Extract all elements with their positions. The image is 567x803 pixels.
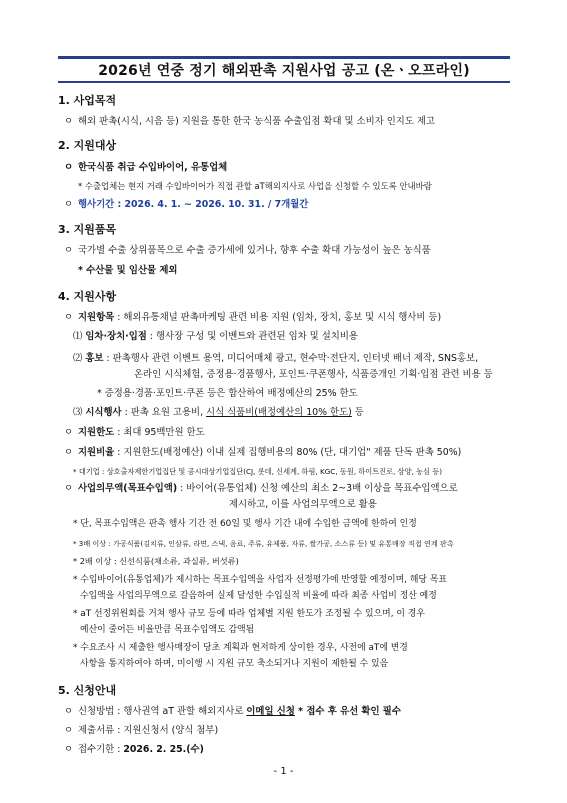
s4-note-committee-cont: 예산이 줄어든 비율만큼 목표수입액도 감액됨: [80, 625, 255, 635]
section-1-heading: 1. 사업목적: [58, 94, 117, 107]
s3-note: * 수산물 및 임산물 제외: [78, 265, 178, 276]
s1-line-1: ㅇ 해외 판촉(시식, 시음 등) 지원을 통한 한국 농식품 수출입점 확대 및 소비자 인지도 제고: [64, 116, 435, 127]
s4-note-change: * 수요조사 시 제출한 행사매장이 당초 계획과 현저하게 상이한 경우, 사전에 aT에 변경: [73, 643, 408, 653]
section-4-heading: 4. 지원사항: [58, 290, 117, 303]
s4-promo-note: * 증정용·경품·포인트·쿠폰 등은 합산하여 배정예산의 25% 한도: [97, 388, 358, 399]
s4-ratio-note: * 대기업 : 상호출자제한기업집단 및 공시대상기업집단(CJ, 롯데, 신세계, 하림, KGC, 동원, 하이트진로, 삼양, 농심 등): [73, 467, 442, 476]
s4-item-promo-cont: 온라인 시식체험, 증정용·경품행사, 포인트·쿠폰행사, 식품증개인 기획·입점 관련 비용 등: [134, 369, 493, 380]
s4-item-promo: ⑵ 홍보 : 판촉행사 관련 이벤트 용역, 미디어매체 광고, 현수막·전단지, 인터넷 배너 제작, SNS홍보,: [73, 353, 479, 364]
s4-note-eval-cont: 수입액을 사업의무액으로 갈음하여 실제 달성한 수입실적 비율에 따라 최종 사업비 정산 예정: [80, 591, 437, 601]
section-3-heading: 3. 지원품목: [58, 223, 117, 236]
s4-note-2x: * 2배 이상 : 신선식품(채소류, 과실류, 버섯류): [73, 556, 239, 566]
s4-item-tasting: ⑶ 시식행사 : 판촉 요원 고용비, 시식 식품비(배정예산의 10% 한도) 등: [73, 407, 364, 418]
s4-ratio: ㅇ 지원비율 : 지원한도(배정예산) 이내 실제 집행비용의 80% (단, 대기업" 제품 단독 판촉 50%): [64, 447, 462, 458]
s2-line-3: ㅇ 행사기간 : 2026. 4. 1. ~ 2026. 10. 31. / 7개월간: [64, 199, 309, 210]
s5-deadline: ㅇ 접수기한 : 2026. 2. 25.(수): [64, 744, 204, 755]
s4-note-period: * 단, 목표수입액은 판촉 행사 기간 전 60일 및 행사 기간 내에 수입한 금액에 한하여 인정: [73, 519, 417, 529]
title-box: [58, 56, 510, 83]
s5-method: ㅇ 신청방법 : 행사권역 aT 관할 해외지사로 이메일 신청 * 접수 후 유선 확인 필수: [64, 706, 401, 717]
section-5-heading: 5. 신청안내: [58, 684, 117, 697]
s4-limit: ㅇ 지원한도 : 최대 95백만원 한도: [64, 427, 205, 438]
s3-line-1: ㅇ 국가별 수출 상위품목으로 수출 증가세에 있거나, 향후 수출 확대 가능성이 높은 농식품: [64, 245, 431, 256]
page-title: 2026년 연중 정기 해외판촉 지원사업 공고 (온ㆍ오프라인): [98, 63, 470, 79]
s4-note-3x: * 3배 이상 : 가공식품(김치류, 인삼류, 라면, 스낵, 음료, 주류, 유제품, 자류, 쌀가공, 소스류 등) 및 유통매장 직접 연계 판촉: [73, 539, 454, 548]
page-number: - 1 -: [273, 766, 294, 777]
s4-obligation-cont: 제시하고, 이를 사업의무액으로 활용: [229, 499, 377, 510]
s2-note: * 수출업체는 현지 거래 수입바이어가 직접 관할 aT해외지사로 사업을 신청할 수 있도록 안내바람: [78, 181, 432, 191]
s2-line-1: ㅇ 한국식품 취급 수입바이어, 유통업체: [64, 162, 228, 173]
section-2-heading: 2. 지원대상: [58, 139, 117, 152]
s4-support-items: ㅇ 지원항목 : 해외유통채널 판촉마케팅 관련 비용 지원 (임차, 장치, 홍보 및 시식 행사비 등): [64, 312, 442, 323]
s4-note-eval: * 수입바이어(유통업체)가 제시하는 목표수입액을 사업자 선정평가에 반영할 예정이며, 해당 목표: [73, 575, 447, 585]
bullet: ㅇ: [64, 116, 74, 127]
s5-documents: ㅇ 제출서류 : 지원신청서 (양식 첨부): [64, 725, 219, 736]
s4-note-committee: * aT 선정위원회를 거쳐 행사 규모 등에 따라 업체별 지원 한도가 조정될 수 있으며, 이 경우: [73, 609, 425, 619]
s4-note-change-cont: 사항을 통지하여야 하며, 미이행 시 지원 규모 축소되거나 지원이 제한될 수 있음: [80, 659, 389, 669]
s4-obligation: ㅇ 사업의무액(목표수입액) : 바이어(유통업체) 신청 예산의 최소 2~3배 이상을 목표수입액으로: [64, 483, 458, 494]
s4-item-rental: ⑴ 임차·장치·입점 : 행사장 구성 및 이벤트와 관련된 임차 및 설치비용: [73, 331, 358, 342]
